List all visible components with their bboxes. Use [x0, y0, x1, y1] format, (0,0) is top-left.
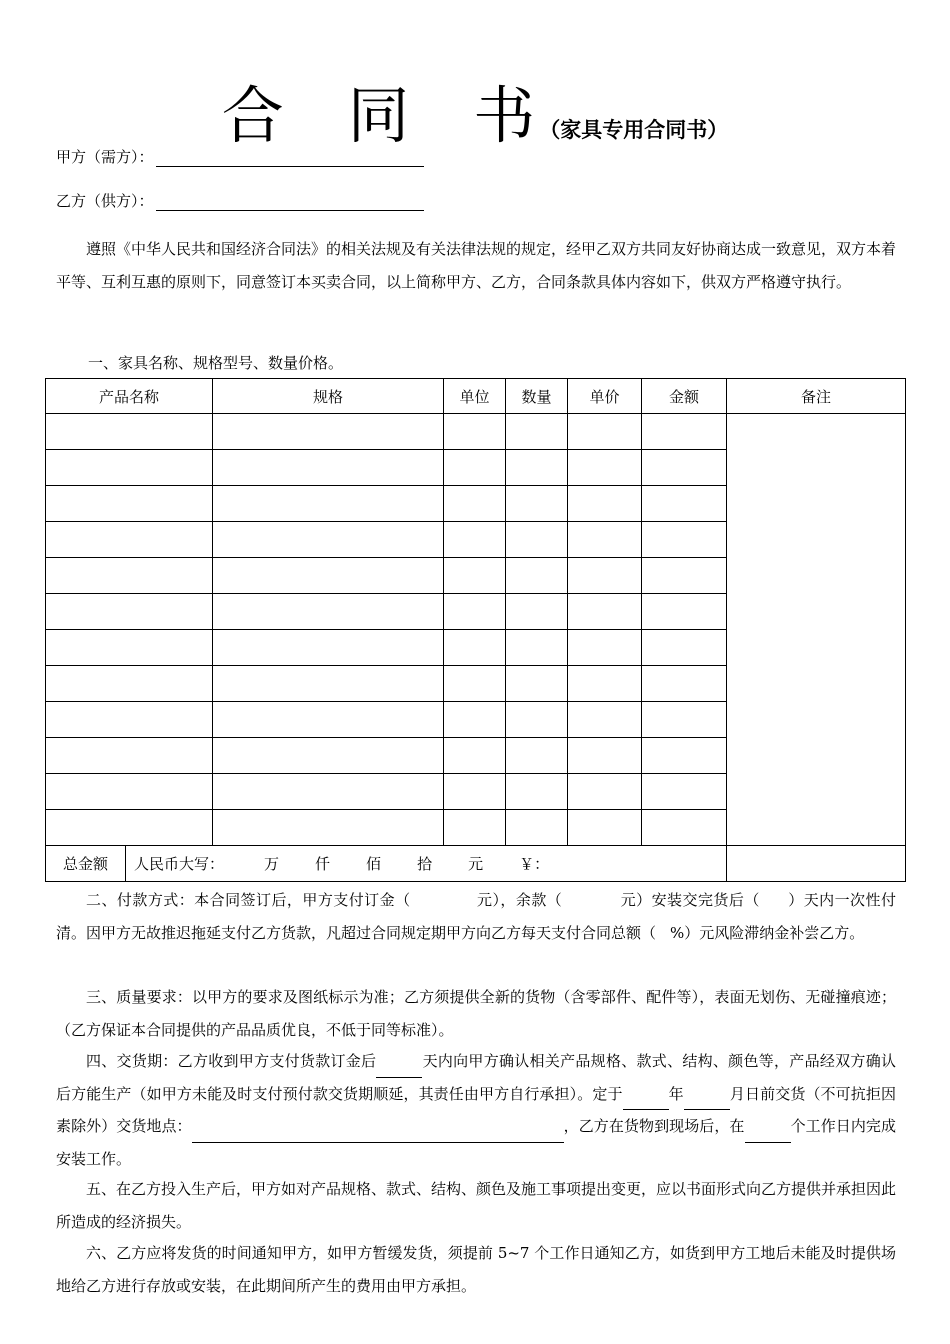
cell-unit [444, 594, 506, 630]
cell-quantity [506, 774, 568, 810]
buyer-line [56, 146, 424, 167]
table-header-row [46, 379, 906, 414]
cell-spec [213, 666, 444, 702]
unit-rmb-symbol: ￥： [519, 855, 550, 873]
clause-4-text-b: 天内向甲方确认相关产品规格、款式、结构、颜色等，产品经双方确认后方能生产（如甲方未能及时支付预付款交货期顺延，其责任由甲方自行承担）。定于 [56, 1052, 896, 1103]
header-product-name: 产品名称 [46, 379, 213, 414]
cell-quantity [506, 594, 568, 630]
section-1-heading: 一、家具名称、规格型号、数量价格。 [88, 354, 344, 372]
clause-5-changes: 五、在乙方投入生产后，甲方如对产品规格、款式、结构、颜色及施工事项提出变更，应以书面形式向乙方提供并承担因此所造成的经济损失。 [56, 1180, 897, 1231]
cell-unit-price [568, 558, 642, 594]
confirm-days-blank [376, 1063, 422, 1078]
cell-amount [642, 810, 727, 846]
preamble-paragraph: 遵照《中华人民共和国经济合同法》的相关法规及有关法律法规的规定，经甲乙双方共同友好协商达成一致意见，双方本着平等、互利互惠的原则下，同意签订本买卖合同，以上简称甲方、乙方，合同条款具体内容如下，供双方严格遵守执行。 [56, 240, 897, 291]
clause-4-text-e: ，乙方在货物到现场后，在 [563, 1117, 745, 1135]
cell-unit-price [568, 774, 642, 810]
seller-label: 乙方（供方）： [56, 192, 154, 210]
cell-amount [642, 414, 727, 450]
cell-product-name [46, 702, 213, 738]
cell-unit [444, 414, 506, 450]
cell-quantity [506, 630, 568, 666]
cell-unit-price [568, 414, 642, 450]
cell-unit [444, 522, 506, 558]
cell-unit-price [568, 810, 642, 846]
seller-line [56, 190, 424, 211]
cell-product-name [46, 522, 213, 558]
buyer-label: 甲方（需方）： [56, 148, 154, 166]
buyer-blank [156, 152, 424, 167]
unit-bai: 佰 [366, 855, 382, 873]
cell-spec [213, 702, 444, 738]
cell-spec [213, 414, 444, 450]
clause-2-text-a: 二、付款方式：本合同签订后，甲方支付订金（ [86, 891, 411, 909]
cell-product-name [46, 774, 213, 810]
cell-product-name [46, 810, 213, 846]
unit-yuan: 元 [468, 855, 484, 873]
clause-4-delivery [56, 1045, 896, 1175]
clause-4-text-f: 个工作日内完成安装工作。 [56, 1117, 896, 1168]
cell-amount [642, 774, 727, 810]
clause-4-text-c: 年 [668, 1084, 684, 1103]
year-blank [623, 1095, 669, 1110]
cell-unit [444, 666, 506, 702]
seller-blank [156, 196, 424, 211]
unit-shi: 拾 [417, 855, 433, 873]
cell-spec [213, 486, 444, 522]
total-row [46, 846, 906, 882]
cell-amount [642, 594, 727, 630]
cell-product-name [46, 630, 213, 666]
cell-unit-price [568, 702, 642, 738]
cell-quantity [506, 486, 568, 522]
cell-product-name [46, 594, 213, 630]
cell-unit-price [568, 486, 642, 522]
title-subtitle: （家具专用合同书） [539, 118, 729, 142]
title-main: 合 同 书 [221, 79, 558, 152]
clause-2-text-b: 元），余款（ [476, 891, 563, 909]
month-blank [684, 1095, 730, 1110]
delivery-location-blank [192, 1128, 564, 1143]
cell-remarks [727, 414, 906, 846]
total-amount-words [126, 846, 727, 882]
clause-2-text-e: %）元风险滞纳金补尝乙方。 [670, 923, 865, 942]
cell-quantity [506, 810, 568, 846]
table-row [46, 414, 906, 450]
cell-spec [213, 738, 444, 774]
cell-spec [213, 558, 444, 594]
clause-2-text-d: ）天内一次性付清。因甲方无故推迟拖延支付乙方货款，凡超过合同规定期甲方向乙方每天支付合同总额（ [56, 891, 896, 942]
cell-amount [642, 486, 727, 522]
cell-unit [444, 702, 506, 738]
header-spec: 规格 [213, 379, 444, 414]
cell-quantity [506, 522, 568, 558]
cell-unit-price [568, 738, 642, 774]
cell-unit-price [568, 594, 642, 630]
cell-amount [642, 558, 727, 594]
cell-product-name [46, 558, 213, 594]
cell-product-name [46, 414, 213, 450]
cell-amount [642, 738, 727, 774]
cell-quantity [506, 450, 568, 486]
cell-quantity [506, 702, 568, 738]
header-remarks: 备注 [727, 379, 906, 414]
clause-3-quality: 三、质量要求：以甲方的要求及图纸标示为准；乙方须提供全新的货物（含零部件、配件等），表面无划伤、无碰撞痕迹；（乙方保证本合同提供的产品品质优良，不低于同等标准）。 [56, 988, 896, 1039]
cell-unit [444, 450, 506, 486]
clause-6-shipping: 六、乙方应将发货的时间通知甲方，如甲方暂缓发货，须提前 5~7 个工作日通知乙方，如货到甲方工地后未能及时提供场地给乙方进行存放或安装，在此期间所产生的费用由甲方承担。 [56, 1244, 896, 1295]
document-title [0, 66, 950, 155]
cell-product-name [46, 738, 213, 774]
cell-unit [444, 558, 506, 594]
cell-product-name [46, 486, 213, 522]
cell-unit-price [568, 450, 642, 486]
cell-unit-price [568, 630, 642, 666]
total-remarks-cell [727, 846, 906, 882]
cell-spec [213, 774, 444, 810]
cell-unit [444, 810, 506, 846]
cell-quantity [506, 558, 568, 594]
cell-quantity [506, 414, 568, 450]
cell-unit [444, 774, 506, 810]
cell-amount [642, 666, 727, 702]
cell-spec [213, 594, 444, 630]
cell-quantity [506, 666, 568, 702]
unit-qian: 仟 [315, 855, 331, 873]
cell-unit [444, 630, 506, 666]
cell-unit [444, 738, 506, 774]
cell-unit-price [568, 666, 642, 702]
cell-spec [213, 450, 444, 486]
cell-amount [642, 450, 727, 486]
header-amount: 金额 [642, 379, 727, 414]
total-prefix: 人民币大写： [134, 855, 225, 873]
header-unit: 单位 [444, 379, 506, 414]
cell-unit-price [568, 522, 642, 558]
clause-2-payment [56, 884, 896, 949]
cell-amount [642, 702, 727, 738]
cell-product-name [46, 666, 213, 702]
cell-quantity [506, 738, 568, 774]
unit-wan: 万 [264, 855, 280, 873]
cell-unit [444, 486, 506, 522]
product-table [45, 378, 906, 882]
clause-4-text-a: 四、交货期：乙方收到甲方支付货款订金后 [86, 1052, 377, 1070]
cell-spec [213, 810, 444, 846]
cell-product-name [46, 450, 213, 486]
cell-spec [213, 630, 444, 666]
cell-spec [213, 522, 444, 558]
install-days-blank [745, 1128, 791, 1143]
cell-amount [642, 522, 727, 558]
clause-2-text-c: 元）安装交完货后（ [620, 891, 760, 909]
header-unit-price: 单价 [568, 379, 642, 414]
header-quantity: 数量 [506, 379, 568, 414]
clause-4-text-d: 月日前交货（不可抗拒因素除外）交货地点： [56, 1084, 896, 1135]
cell-amount [642, 630, 727, 666]
total-label: 总金额 [46, 846, 126, 882]
